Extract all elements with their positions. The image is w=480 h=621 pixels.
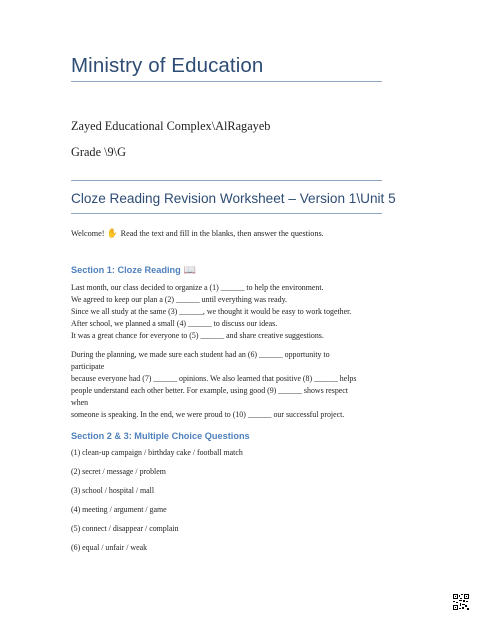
grade-label: Grade \9\G — [71, 145, 126, 159]
paragraph-line: We agreed to keep our plan a (2) ______ until everything was ready. — [71, 295, 287, 304]
worksheet-top-divider — [71, 180, 382, 181]
school-name: Zayed Educational Complex\AlRagayeb — [71, 119, 271, 133]
choice-option: (5) connect / disappear / complain — [71, 524, 179, 533]
paragraph-line: Since we all study at the same (3) ______, we thought it would be easy to work together. — [71, 307, 352, 316]
section1-heading-text: Section 1: Cloze Reading — [71, 265, 181, 275]
paragraph-line: It was a great chance for everyone to (5) ______ and share creative suggestions. — [71, 331, 324, 340]
choice-option: (6) equal / unfair / weak — [71, 543, 148, 552]
paragraph-line: when — [71, 398, 89, 407]
paragraph-line: Last month, our class decided to organize a (1) ______ to help the environment. — [71, 283, 324, 292]
waving-hand-icon: ✋ — [106, 228, 118, 238]
choice-option: (4) meeting / argument / game — [71, 505, 167, 514]
section23-heading: Section 2 & 3: Multiple Choice Questions — [71, 431, 250, 441]
choice-option: (3) school / hospital / mall — [71, 486, 155, 495]
open-book-icon: 📖 — [183, 265, 197, 276]
welcome-text: Read the text and fill in the blanks, then answer the questions. — [120, 229, 324, 238]
section1-heading — [71, 265, 196, 276]
paragraph-line: someone is speaking. In the end, we were proud to (10) ______ our successful project. — [71, 410, 345, 419]
welcome-prefix: Welcome! — [71, 229, 105, 238]
worksheet-title: Cloze Reading Revision Worksheet – Version 1\Unit 5 — [71, 191, 396, 206]
choice-option: (2) secret / message / problem — [71, 467, 166, 476]
welcome-line — [71, 228, 324, 239]
ministry-title: Ministry of Education — [71, 54, 264, 77]
paragraph-line: because everyone had (7) ______ opinions. We also learned that positive (8) ______ helps — [71, 374, 357, 383]
title-divider — [71, 81, 382, 82]
choice-option: (1) clean-up campaign / birthday cake / football match — [71, 448, 243, 457]
qr-code-icon — [453, 594, 469, 610]
paragraph-line: participate — [71, 362, 105, 371]
paragraph-line: people understand each other better. For example, using good (9) ______ shows respect — [71, 386, 348, 395]
paragraph-line: After school, we planned a small (4) ______ to discuss our ideas. — [71, 319, 278, 328]
paragraph-line: During the planning, we made sure each student had an (6) ______ opportunity to — [71, 350, 330, 359]
worksheet-bottom-divider — [71, 213, 382, 214]
